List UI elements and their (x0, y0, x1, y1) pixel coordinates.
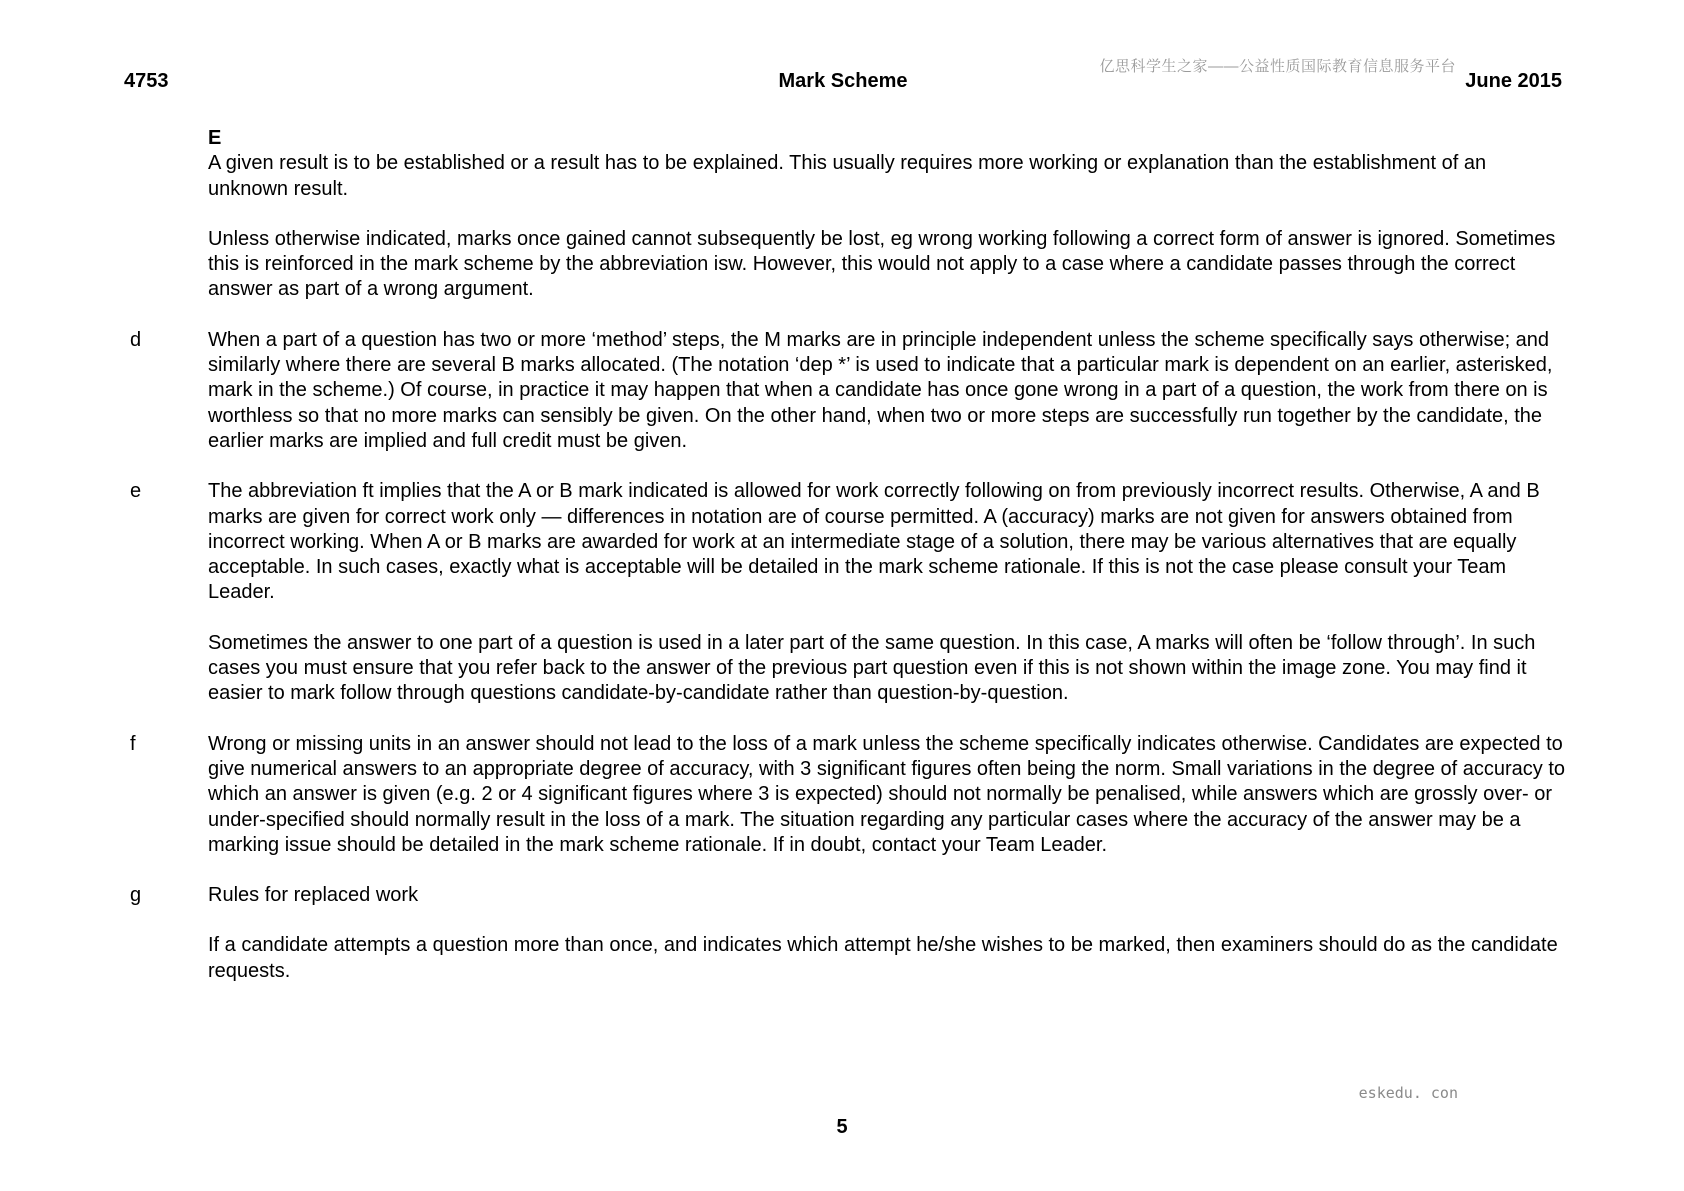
exam-date: June 2015 (1465, 70, 1562, 92)
paragraph: Wrong or missing units in an answer should not lead to the loss of a mark unless the scheme specifically indicates otherwise. Candidates are expected to give numerical answers to an appropriate degree of accuracy, with 3 significant figures often being the norm. Small variations in the degree of accuracy to which an answer is given (e.g. 2 or 4 significant figures where 3 is expected) should not normally be penalised, while answers which are grossly over- or under-specified should normally result in the loss of a mark. The situation regarding any particular cases where the accuracy of the answer may be a marking issue should be detailed in the mark scheme rationale. If in doubt, contact your Team Leader. (208, 732, 1566, 856)
paragraph: Sometimes the answer to one part of a question is used in a later part of the same question. In this case, A marks will often be ‘follow through’. In such cases you must ensure that you refer back to the answer of the previous part question even if this is not shown within the image zone. You may find it easier to mark follow through questions candidate-by-candidate rather than question-by-question. (208, 631, 1536, 705)
section-letter: g (130, 884, 142, 907)
paragraph: Rules for replaced work (208, 884, 419, 907)
paragraph: Unless otherwise indicated, marks once gained cannot subsequently be lost, eg wrong working following a correct form of answer is ignored. Sometimes this is reinforced in the mark scheme by the abbreviation isw. However, this would not apply to a case where a candidate passes through the correct answer as part of a wrong argument. (208, 227, 1556, 301)
section-e (124, 479, 1568, 706)
watermark-bottom: eskedu. con (1358, 1084, 1458, 1102)
paragraph: The abbreviation ft implies that the A or B mark indicated is allowed for work correctly following on from previously incorrect results. Otherwise, A and B marks are given for correct work only — differences in notation are of course permitted. A (accuracy) marks are not given for answers obtained from incorrect working. When A or B marks are awarded for work at an intermediate stage of a solution, there may be various alternatives that are equally acceptable. In such cases, exactly what is acceptable will be detailed in the mark scheme rationale. If this is not the case please consult your Team Leader. (208, 480, 1540, 604)
section-e-upper (124, 126, 1568, 303)
page-title: Mark Scheme (778, 70, 908, 92)
page-number: 5 (836, 1116, 848, 1138)
page-header (124, 70, 1562, 96)
section-d (124, 328, 1568, 454)
section-letter: f (130, 732, 136, 755)
watermark-top: 亿思科学生之家——公益性质国际教育信息服务平台 (1099, 58, 1456, 75)
section-letter: d (130, 328, 142, 351)
page-content (124, 126, 1568, 1009)
paragraph: A given result is to be established or a result has to be explained. This usually requires more working or explanation than the establishment of an unknown result. (208, 152, 1487, 200)
paragraph: If a candidate attempts a question more than once, and indicates which attempt he/she wishes to be marked, then examiners should do as the candidate requests. (208, 934, 1558, 982)
paper-code: 4753 (124, 70, 169, 92)
section-f (124, 732, 1568, 858)
section-letter: e (130, 480, 142, 503)
section-g (124, 883, 1568, 984)
paragraph: When a part of a question has two or more ‘method’ steps, the M marks are in principle independent unless the scheme specifically says otherwise; and similarly where there are several B marks allocated. (The notation ‘dep *’ is used to indicate that a particular mark is dependent on an earlier, asterisked, mark in the scheme.) Of course, in practice it may happen that when a candidate has once gone wrong in a part of a question, the work from there on is worthless so that no more marks can sensibly be given. On the other hand, when two or more steps are successfully run together by the candidate, the earlier marks are implied and full credit must be given. (208, 328, 1553, 452)
section-heading: E (208, 127, 222, 149)
